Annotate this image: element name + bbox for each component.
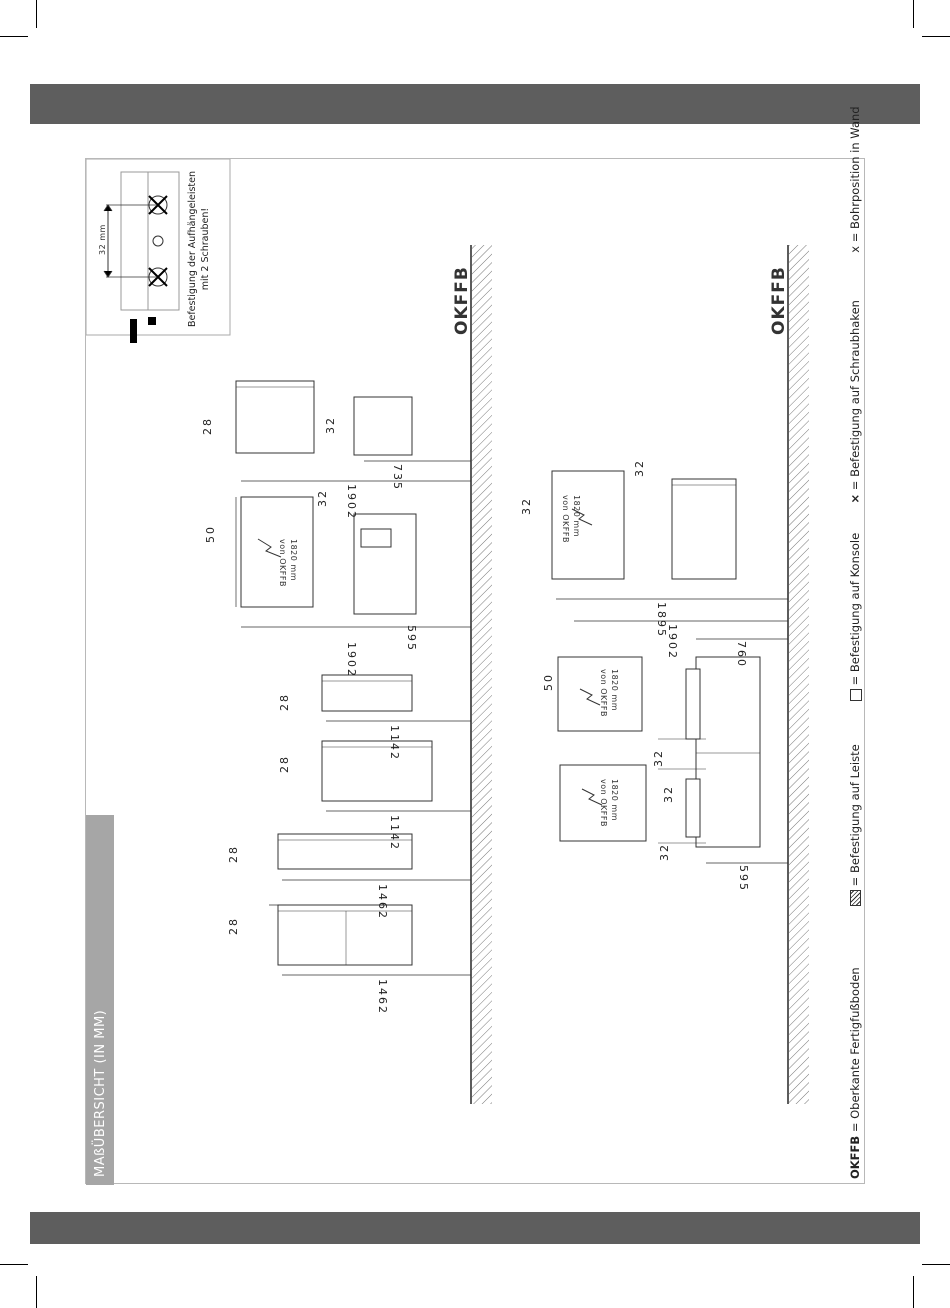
header-bar bbox=[30, 84, 920, 124]
callout-spacing: 32 mm bbox=[98, 224, 107, 255]
mounting-rail bbox=[121, 172, 179, 310]
dim-tall-1-height: 1462 bbox=[376, 979, 389, 1015]
legend-leiste-icon bbox=[850, 890, 861, 906]
mirror-3-note-line2: von OKFFB bbox=[599, 669, 608, 717]
mirror-1-note-line1: 1820 mm bbox=[289, 539, 298, 581]
mirror-4-note-line2: von OKFFB bbox=[599, 779, 608, 827]
floor-line-1 bbox=[471, 245, 492, 1104]
dim-double-vanity-offset-1: 32 bbox=[652, 749, 665, 767]
dim-tall-2-offset: 28 bbox=[227, 845, 240, 863]
low-cabinet-1 bbox=[354, 397, 471, 461]
dim-mirror-2-offset: 32 bbox=[520, 497, 533, 515]
mirror-1 bbox=[236, 497, 313, 607]
mirror-2-note-line1: 1820 mm bbox=[572, 495, 581, 537]
mirror-3-note-line1: 1820 mm bbox=[610, 669, 619, 711]
mid-cabinet-2 bbox=[322, 675, 471, 721]
mirror-1-note bbox=[277, 539, 299, 587]
crop-mark bbox=[0, 1264, 28, 1265]
dim-tall-2-height: 1462 bbox=[376, 884, 389, 920]
dim-mid-1-height: 1142 bbox=[388, 815, 401, 851]
crop-mark bbox=[922, 36, 950, 37]
mirror-2-note-line2: von OKFFB bbox=[561, 495, 570, 543]
mirror-4-note bbox=[598, 779, 620, 827]
dim-wall-cabinet-height: 1902 bbox=[345, 484, 358, 520]
legend-konsole-icon bbox=[850, 689, 862, 701]
crop-mark bbox=[36, 1276, 37, 1308]
dim-mirror-2-height: 1895 bbox=[655, 602, 668, 638]
mirror-2-note bbox=[560, 495, 582, 543]
legend-bohr-symbol: x bbox=[848, 245, 862, 253]
dim-double-vanity-top: 760 bbox=[735, 641, 748, 668]
callout-note-line2: mit 2 Schrauben! bbox=[200, 207, 211, 291]
callout-note bbox=[186, 169, 212, 329]
callout-note-line1: Befestigung der Aufhängeleisten bbox=[187, 170, 198, 328]
dim-mirror-3-height: 1902 bbox=[666, 624, 679, 660]
okffb-label-2: OKFFB bbox=[769, 266, 789, 335]
dim-mirror-3-offset: 50 bbox=[542, 673, 555, 691]
dim-tall-1-offset: 28 bbox=[227, 917, 240, 935]
vanity-2 bbox=[672, 479, 736, 579]
warning-icon bbox=[130, 319, 137, 343]
dim-mirror-1-height: 1902 bbox=[345, 642, 358, 678]
dim-mirror-1-offset: 50 bbox=[204, 525, 217, 543]
footer-bar bbox=[30, 1212, 920, 1244]
dim-mid-2-offset: 28 bbox=[278, 693, 291, 711]
crop-mark bbox=[913, 0, 914, 28]
dim-vanity-2-offset: 32 bbox=[633, 459, 646, 477]
legend bbox=[848, 106, 862, 1179]
legend-okffb bbox=[848, 967, 862, 1179]
dim-low-cabinet-offset: 32 bbox=[324, 416, 337, 434]
tall-cabinet-1 bbox=[269, 905, 471, 975]
dim-wall-cabinet-offset: 28 bbox=[201, 417, 214, 435]
double-vanity bbox=[658, 639, 788, 863]
legend-okffb-def: = Oberkante Fertigfußboden bbox=[848, 967, 862, 1136]
legend-konsole-def: = Befestigung auf Konsole bbox=[848, 532, 862, 690]
page-title: MAßÜBERSICHT (IN MM) bbox=[93, 1009, 108, 1177]
mirror-1-note-line2: von OKFFB bbox=[278, 539, 287, 587]
crop-mark bbox=[922, 1264, 950, 1265]
dim-mid-1-offset: 28 bbox=[278, 755, 291, 773]
okffb-label-1: OKFFB bbox=[452, 266, 472, 335]
legend-leiste-def: = Befestigung auf Leiste bbox=[848, 744, 862, 890]
dim-double-vanity-offset-3: 32 bbox=[658, 843, 671, 861]
floor-line-2 bbox=[788, 245, 809, 1104]
crop-mark bbox=[913, 1276, 914, 1308]
legend-haken-def: = Befestigung auf Schraubhaken bbox=[848, 300, 862, 494]
mirror-3-note bbox=[598, 669, 620, 717]
mirror-4-note-line1: 1820 mm bbox=[610, 779, 619, 821]
dim-vanity-1-height: 595 bbox=[405, 625, 418, 652]
dim-low-cabinet-height: 735 bbox=[391, 464, 404, 491]
dim-double-vanity-bottom: 595 bbox=[737, 865, 750, 892]
mirror-2 bbox=[552, 471, 788, 599]
dim-double-vanity-offset-2: 32 bbox=[662, 785, 675, 803]
dim-mid-2-height: 1142 bbox=[388, 725, 401, 761]
tall-cabinet-2 bbox=[278, 834, 471, 880]
dimension-overview-frame bbox=[85, 106, 865, 1184]
legend-haken-symbol: × bbox=[848, 493, 862, 504]
dim-vanity-1-offset: 32 bbox=[316, 489, 329, 507]
legend-bohr-def: = Bohrposition in Wand bbox=[848, 106, 862, 246]
crop-mark bbox=[0, 36, 28, 37]
legend-okffb-term: OKFFB bbox=[848, 1135, 862, 1179]
crop-mark bbox=[36, 0, 37, 28]
